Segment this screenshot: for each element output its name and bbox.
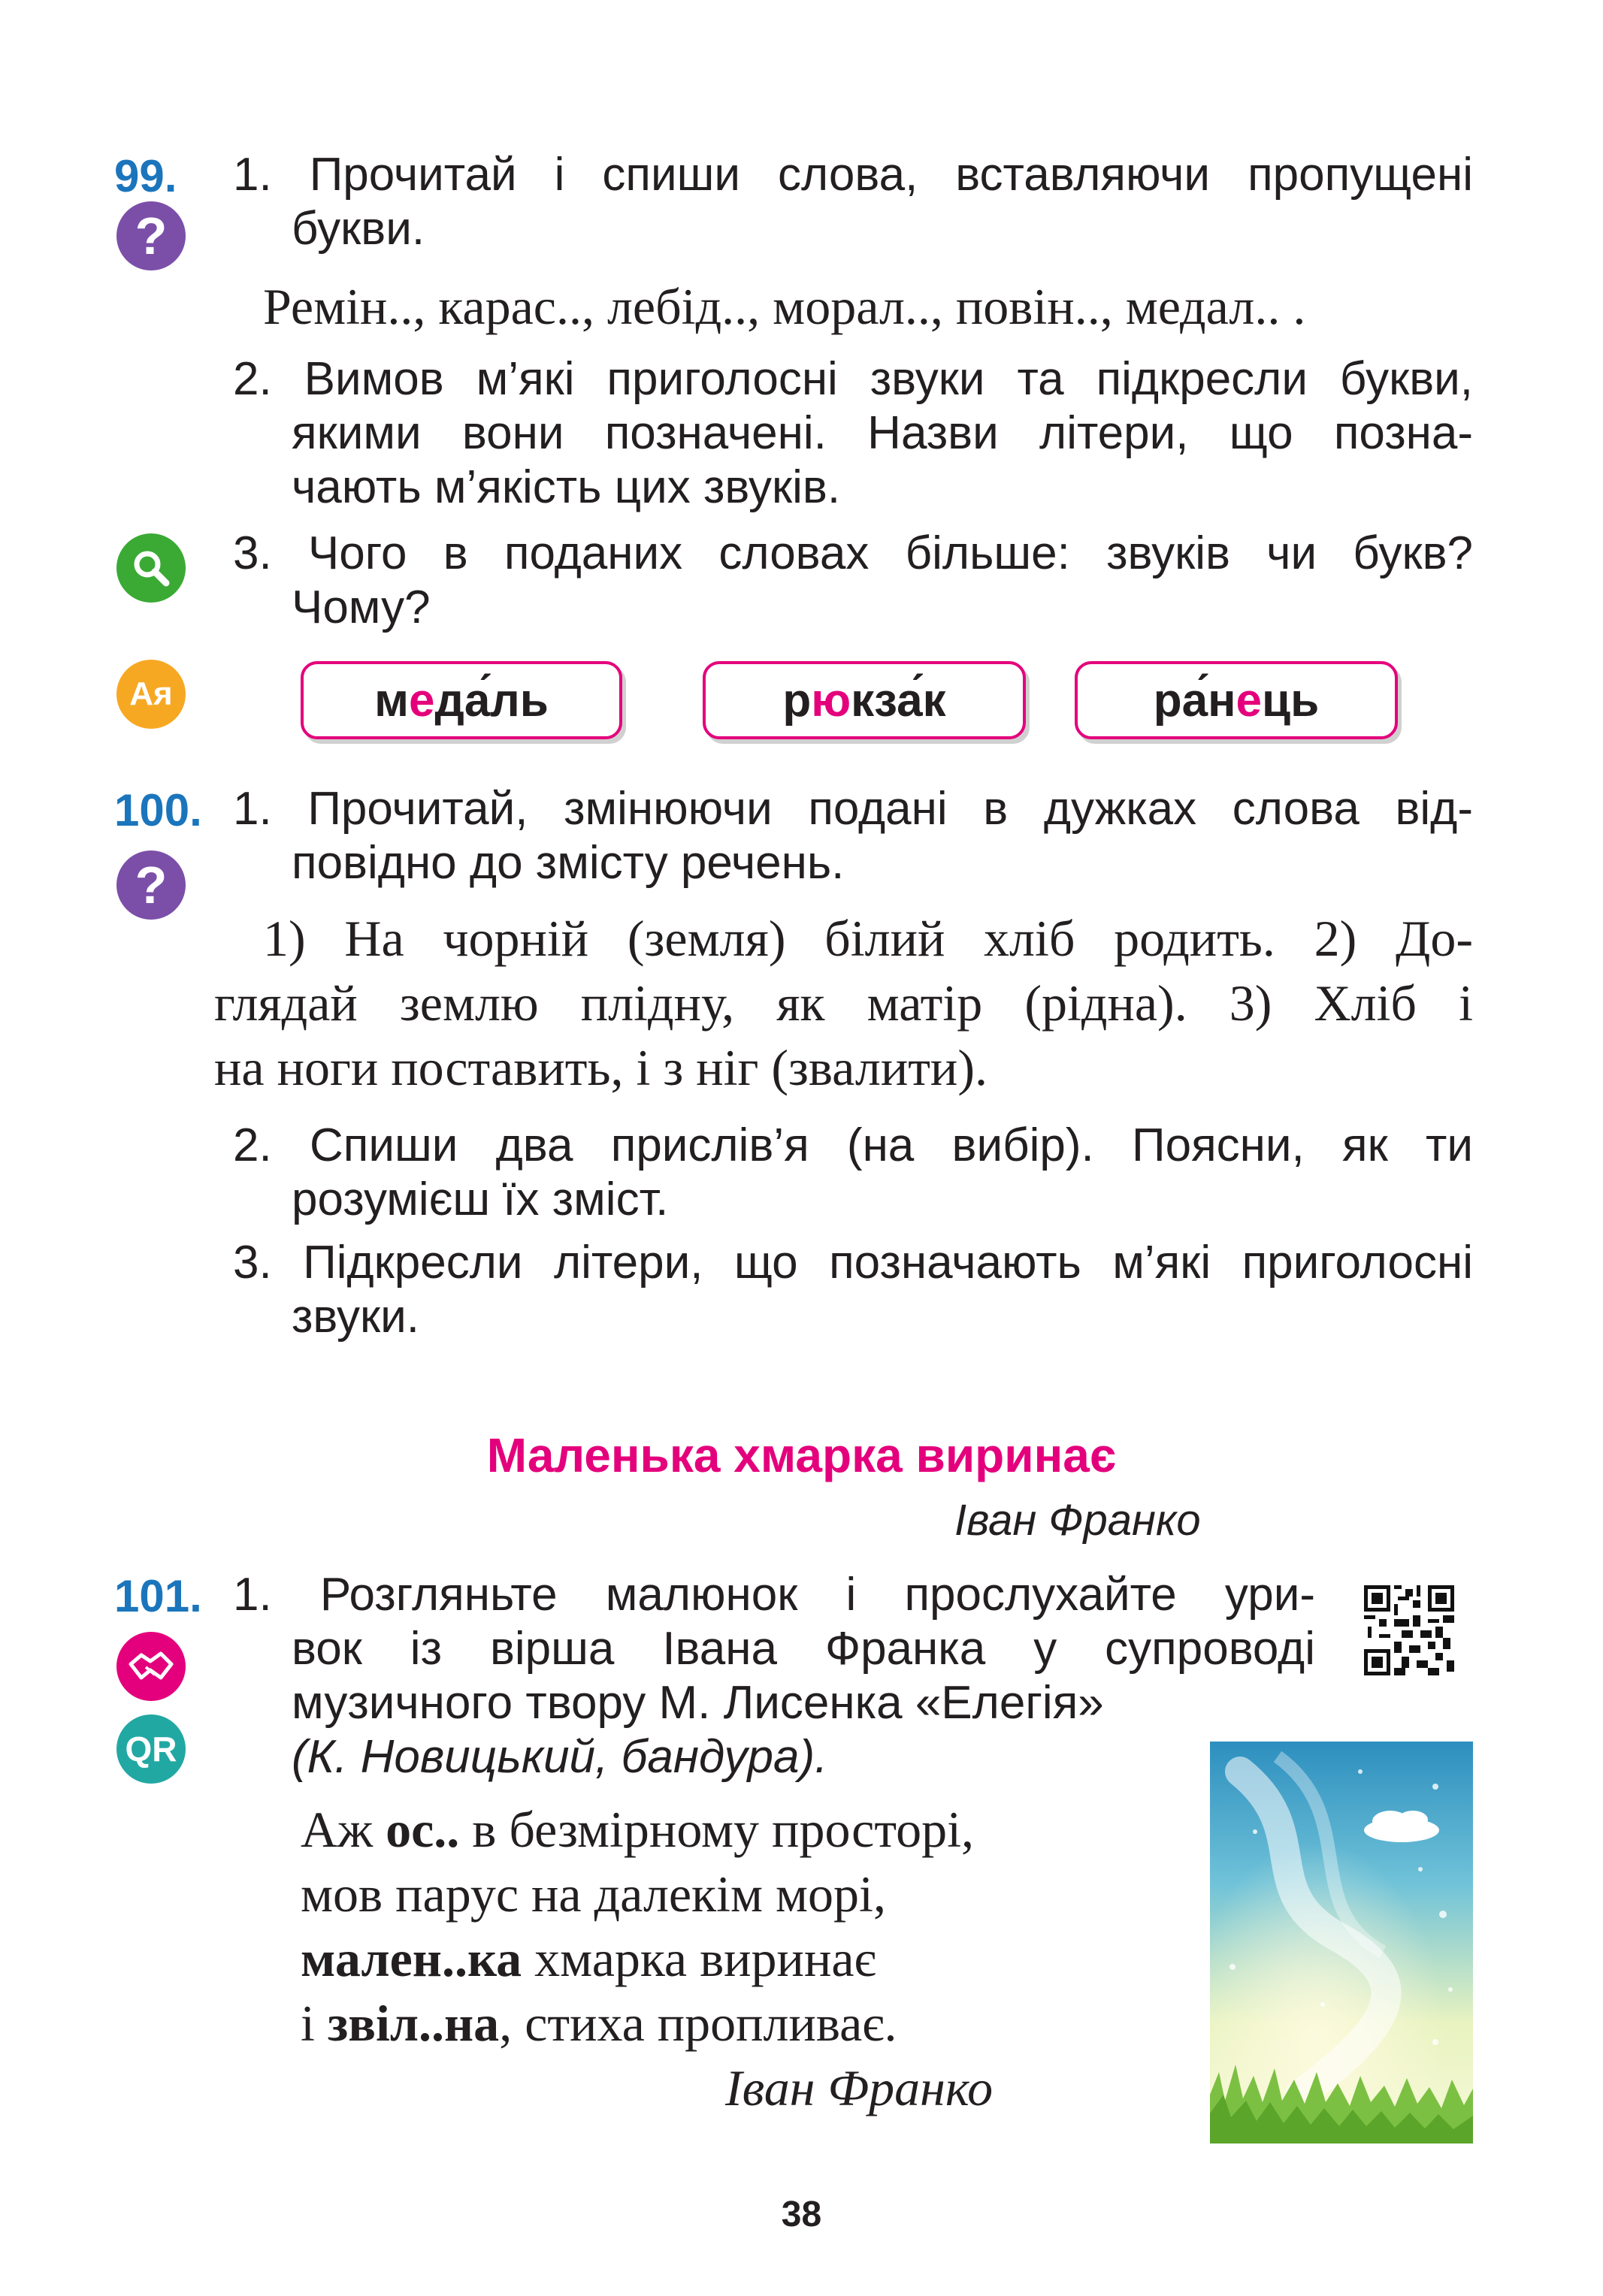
ex100-text-line1: 1) На чорній (земля) білий хліб родить. 2) До-: [263, 910, 1473, 967]
poem-line1: Аж ос.. в безмірному просторі,: [301, 1801, 975, 1858]
exercise-100-number: 100.: [114, 785, 202, 835]
poem-line4: і звіл..на, стиха пропливає.: [301, 1995, 897, 2052]
ex99-task3-line1: 3. Чого в поданих словах більше: звуків чи букв?: [233, 527, 1473, 579]
search-icon: [116, 533, 186, 603]
qr-badge-icon: QR: [116, 1714, 186, 1784]
cloud-sky-illustration: [1210, 1742, 1473, 2143]
ex99-task3-line2: Чому?: [292, 582, 431, 633]
ex99-task2-line3: чають м’якість цих звуків.: [292, 461, 841, 513]
poem-line3: мален..ка хмарка виринає: [301, 1930, 876, 1987]
ex99-task1-line1: 1. Прочитай і спиши слова, вставляючи пропущені: [233, 149, 1473, 201]
ex99-task2-line2: якими вони позначені. Назви літери, що позна-: [292, 407, 1473, 459]
ex100-task1-line2: повідно до змісту речень.: [292, 837, 845, 889]
ex100-text-line2: глядай землю плідну, як матір (рідна). 3) Хліб і: [214, 974, 1473, 1032]
ex99-words-line: Ремін.., карас.., лебід.., морал.., повін.., медал.. .: [263, 278, 1306, 335]
ex100-task2-line2: розумієш їх зміст.: [292, 1174, 669, 1225]
question-icon: ?: [116, 850, 186, 920]
poem-line2: мов парус на далекім морі,: [301, 1866, 886, 1923]
ex99-task1-line2: букви.: [292, 203, 425, 255]
ex101-line1: 1. Розгляньте малюнок і прослухайте ури-: [233, 1569, 1315, 1621]
question-icon: ?: [116, 201, 186, 270]
section-title: Маленька хмарка виринає: [486, 1428, 1117, 1482]
ex100-task1-line1: 1. Прочитай, змінюючи подані в дужках слова від-: [233, 783, 1473, 835]
word-box-ryukzak: р ю кза к: [703, 661, 1026, 739]
qr-code[interactable]: [1364, 1585, 1454, 1675]
ex99-task2-line1: 2. Вимов м’які приголосні звуки та підкресли букви,: [233, 353, 1473, 405]
ex100-task2-line1: 2. Спиши два прислів’я (на вибір). Поясни, як ти: [233, 1119, 1473, 1171]
exercise-99-number: 99.: [114, 151, 177, 201]
ex100-task3-line1: 3. Підкресли літери, що позначають м’які приголосні: [233, 1237, 1473, 1288]
word-box-ranets: ра н е ць: [1075, 661, 1398, 739]
word-box-medal: м е да ль: [301, 661, 622, 739]
section-author: Іван Франко: [954, 1496, 1201, 1545]
ex101-line3: музичного твору М. Лисенка «Елегія»: [292, 1677, 1104, 1729]
ex101-line4: (К. Новицький, бандура).: [292, 1731, 828, 1783]
ex101-line2: вок із вірша Івана Франка у супроводі: [292, 1623, 1315, 1675]
ex100-task3-line2: звуки.: [292, 1291, 419, 1343]
handshake-icon: [116, 1632, 186, 1701]
alphabet-icon: Ая: [116, 660, 186, 729]
poem-author: Іван Франко: [725, 2059, 994, 2116]
ex100-text-line3: на ноги поставить, і з ніг (звалити).: [214, 1039, 988, 1096]
exercise-101-number: 101.: [114, 1571, 202, 1621]
page-number: 38: [781, 2195, 822, 2234]
